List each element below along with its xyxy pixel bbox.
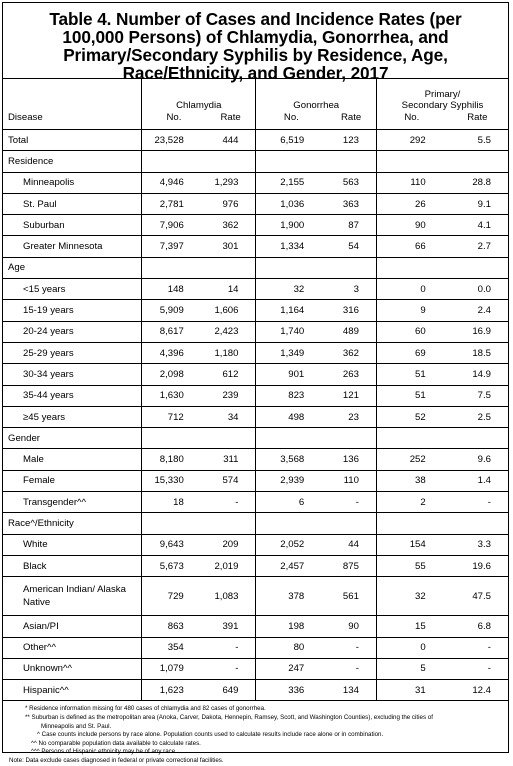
cell-value: 3	[326, 279, 376, 300]
cell-value: 5	[376, 658, 446, 679]
row-label: St. Paul	[3, 193, 142, 214]
cell-value: 1.4	[447, 470, 508, 491]
cell-value: 1,900	[256, 215, 326, 236]
cell-value: -	[206, 637, 256, 658]
cell-value: 1,606	[206, 300, 256, 321]
cell-value: 9,643	[142, 534, 206, 555]
cell-value: 9.6	[447, 449, 508, 470]
row-label: Male	[3, 449, 142, 470]
cell-value: 1,349	[256, 342, 326, 363]
cell-value: -	[447, 658, 508, 679]
cell-value: 444	[206, 130, 256, 151]
cell-value: 110	[376, 172, 446, 193]
cell-value: 69	[376, 342, 446, 363]
cell-value: 51	[376, 385, 446, 406]
cell-value: -	[447, 637, 508, 658]
table-row	[3, 364, 508, 385]
header-syphilis	[376, 79, 508, 112]
cell-value: 574	[206, 470, 256, 491]
row-label: 15-19 years	[3, 300, 142, 321]
cell-value: 80	[256, 637, 326, 658]
cell-value: 154	[376, 534, 446, 555]
cell-value: 16.9	[447, 321, 508, 342]
header-gonorrhea-rate: Rate	[326, 112, 376, 130]
cell-value: 90	[326, 616, 376, 637]
table-row	[3, 342, 508, 363]
section-header-race	[3, 513, 508, 534]
cell-value: 121	[326, 385, 376, 406]
cell-value: 563	[326, 172, 376, 193]
cell-value: 66	[376, 236, 446, 257]
table-row	[3, 637, 508, 658]
cell-value: 1,334	[256, 236, 326, 257]
header-disease: Disease	[3, 112, 142, 130]
table-row-total	[3, 130, 508, 151]
cell-value: 362	[326, 342, 376, 363]
cell-value: 14	[206, 279, 256, 300]
row-label: 35-44 years	[3, 385, 142, 406]
header-chlamydia-rate: Rate	[206, 112, 256, 130]
cell-value: 51	[376, 364, 446, 385]
table-row	[3, 321, 508, 342]
cell-value: 148	[142, 279, 206, 300]
cell-value: 292	[376, 130, 446, 151]
cell-value: -	[206, 492, 256, 513]
row-label: Female	[3, 470, 142, 491]
cell-value: 7,397	[142, 236, 206, 257]
cell-value: 316	[326, 300, 376, 321]
table-row	[3, 300, 508, 321]
row-label: 25-29 years	[3, 342, 142, 363]
cell-value: 2.5	[447, 406, 508, 427]
cell-value: 378	[256, 577, 326, 616]
cell-value: 649	[206, 680, 256, 701]
header-gonorrhea-no: No.	[256, 112, 326, 130]
footnote: ^ Case counts include persons by race alone. Population counts used to calculate results include race alone or in combination.	[37, 731, 384, 739]
cell-value: 198	[256, 616, 326, 637]
table-row	[3, 492, 508, 513]
cell-value: 90	[376, 215, 446, 236]
data-table	[3, 79, 508, 701]
cell-value: -	[447, 492, 508, 513]
footnote: ^^^ Persons of Hispanic ethnicity may be of any race.	[31, 748, 177, 756]
cell-value: -	[326, 637, 376, 658]
cell-value: 12.4	[447, 680, 508, 701]
table-row	[3, 172, 508, 193]
cell-value: 5,673	[142, 555, 206, 576]
cell-value: 301	[206, 236, 256, 257]
cell-value: 0	[376, 637, 446, 658]
cell-value: 362	[206, 215, 256, 236]
cell-value: 9	[376, 300, 446, 321]
table-row	[3, 616, 508, 637]
cell-value: 976	[206, 193, 256, 214]
cell-value: 1,180	[206, 342, 256, 363]
cell-value: 354	[142, 637, 206, 658]
cell-value: 110	[326, 470, 376, 491]
cell-value: 209	[206, 534, 256, 555]
table-row	[3, 406, 508, 427]
row-label: ≥45 years	[3, 406, 142, 427]
cell-value: 26	[376, 193, 446, 214]
cell-value: 19.6	[447, 555, 508, 576]
cell-value: 5,909	[142, 300, 206, 321]
cell-value: 2,155	[256, 172, 326, 193]
cell-value: -	[206, 658, 256, 679]
header-gonorrhea: Gonorrhea	[256, 79, 376, 112]
section-label: Gender	[3, 428, 142, 449]
section-label: Residence	[3, 151, 142, 172]
cell-value: 1,083	[206, 577, 256, 616]
section-header-residence	[3, 151, 508, 172]
cell-value: 18	[142, 492, 206, 513]
row-label: Transgender^^	[3, 492, 142, 513]
header-syphilis-rate: Rate	[447, 112, 508, 130]
section-label: Race^/Ethnicity	[3, 513, 142, 534]
table-row	[3, 577, 508, 616]
cell-value: 863	[142, 616, 206, 637]
cell-value: 47.5	[447, 577, 508, 616]
table-row	[3, 555, 508, 576]
header-row-columns	[3, 112, 508, 130]
cell-value: 34	[206, 406, 256, 427]
cell-value: 2.7	[447, 236, 508, 257]
header-row-groups	[3, 79, 508, 112]
cell-value: 2,019	[206, 555, 256, 576]
cell-value: 0.0	[447, 279, 508, 300]
cell-value: 1,036	[256, 193, 326, 214]
title-line-1: Table 4. Number of Cases and Incidence Rates (per	[49, 9, 462, 29]
header-syphilis-line-2: Secondary Syphilis	[401, 100, 484, 111]
row-label: Other^^	[3, 637, 142, 658]
footnote: ** Suburban is defined as the metropolitan area (Anoka, Carver, Dakota, Hennepin, Ramsey, Scott, and Washington Counties), excluding the cities of	[25, 714, 433, 722]
row-label: American Indian/ Alaska Native	[3, 577, 142, 616]
table-row	[3, 470, 508, 491]
cell-value: 823	[256, 385, 326, 406]
cell-value: 2,423	[206, 321, 256, 342]
cell-value: 60	[376, 321, 446, 342]
header-chlamydia-no: No.	[142, 112, 206, 130]
table-row	[3, 385, 508, 406]
cell-value: 252	[376, 449, 446, 470]
cell-value: 1,293	[206, 172, 256, 193]
cell-value: 729	[142, 577, 206, 616]
cell-value: 14.9	[447, 364, 508, 385]
cell-value: 31	[376, 680, 446, 701]
cell-value: 2,939	[256, 470, 326, 491]
cell-value: 7,906	[142, 215, 206, 236]
cell-value: 1,740	[256, 321, 326, 342]
footnote: * Residence information missing for 480 cases of chlamydia and 82 cases of gonorrhea.	[25, 705, 266, 713]
table-row	[3, 236, 508, 257]
cell-value: 1,630	[142, 385, 206, 406]
title-line-4: Race/Ethnicity, and Gender, 2017	[122, 63, 389, 83]
footnote: Minneapolis and St. Paul.	[41, 722, 112, 730]
cell-value: 38	[376, 470, 446, 491]
title-line-2: 100,000 Persons) of Chlamydia, Gonorrhea, and	[62, 27, 449, 47]
table-row	[3, 193, 508, 214]
cell-value: 55	[376, 555, 446, 576]
cell-value: 239	[206, 385, 256, 406]
cell-value: 263	[326, 364, 376, 385]
section-header-age	[3, 257, 508, 278]
cell-value: 9.1	[447, 193, 508, 214]
table-row	[3, 680, 508, 701]
cell-value: 901	[256, 364, 326, 385]
row-label: Total	[3, 130, 142, 151]
cell-value: 498	[256, 406, 326, 427]
row-label: 20-24 years	[3, 321, 142, 342]
title-line-3: Primary/Secondary Syphilis by Residence, Age,	[63, 45, 448, 65]
cell-value: 4,946	[142, 172, 206, 193]
cell-value: 1,623	[142, 680, 206, 701]
cell-value: 2,781	[142, 193, 206, 214]
cell-value: 2,457	[256, 555, 326, 576]
row-label: Black	[3, 555, 142, 576]
cell-value: 52	[376, 406, 446, 427]
section-label: Age	[3, 257, 142, 278]
cell-value: -	[326, 658, 376, 679]
cell-value: 4,396	[142, 342, 206, 363]
footnotes	[3, 701, 508, 765]
cell-value: 2	[376, 492, 446, 513]
row-label: Suburban	[3, 215, 142, 236]
cell-value: 134	[326, 680, 376, 701]
table-row	[3, 279, 508, 300]
cell-value: 23,528	[142, 130, 206, 151]
row-label: White	[3, 534, 142, 555]
footnote: Note: Data exclude cases diagnosed in federal or private correctional facilities.	[9, 756, 224, 764]
cell-value: 6,519	[256, 130, 326, 151]
row-label: Greater Minnesota	[3, 236, 142, 257]
table-title	[3, 3, 508, 83]
cell-value: 391	[206, 616, 256, 637]
cell-value: 1,079	[142, 658, 206, 679]
cell-value: 489	[326, 321, 376, 342]
cell-value: 4.1	[447, 215, 508, 236]
section-header-gender	[3, 428, 508, 449]
header-syphilis-no: No.	[376, 112, 446, 130]
cell-value: 15,330	[142, 470, 206, 491]
cell-value: 311	[206, 449, 256, 470]
cell-value: 336	[256, 680, 326, 701]
cell-value: 5.5	[447, 130, 508, 151]
table-row	[3, 534, 508, 555]
cell-value: 8,617	[142, 321, 206, 342]
row-label: Minneapolis	[3, 172, 142, 193]
cell-value: 3.3	[447, 534, 508, 555]
cell-value: 32	[256, 279, 326, 300]
cell-value: 123	[326, 130, 376, 151]
cell-value: 87	[326, 215, 376, 236]
cell-value: 44	[326, 534, 376, 555]
cell-value: 7.5	[447, 385, 508, 406]
report-table-page	[2, 2, 509, 764]
cell-value: 32	[376, 577, 446, 616]
footnote: ^^ No comparable population data available to calculate rates.	[31, 739, 201, 747]
cell-value: 561	[326, 577, 376, 616]
cell-value: 136	[326, 449, 376, 470]
cell-value: 2,098	[142, 364, 206, 385]
row-label: Asian/PI	[3, 616, 142, 637]
table-row	[3, 449, 508, 470]
cell-value: 3,568	[256, 449, 326, 470]
row-label: Unknown^^	[3, 658, 142, 679]
cell-value: 15	[376, 616, 446, 637]
cell-value: 2.4	[447, 300, 508, 321]
cell-value: 18.5	[447, 342, 508, 363]
cell-value: 363	[326, 193, 376, 214]
cell-value: 0	[376, 279, 446, 300]
cell-value: 28.8	[447, 172, 508, 193]
row-label: 30-34 years	[3, 364, 142, 385]
cell-value: 2,052	[256, 534, 326, 555]
cell-value: 8,180	[142, 449, 206, 470]
cell-value: 6	[256, 492, 326, 513]
row-label: Hispanic^^	[3, 680, 142, 701]
cell-value: -	[326, 492, 376, 513]
cell-value: 1,164	[256, 300, 326, 321]
cell-value: 712	[142, 406, 206, 427]
row-label: <15 years	[3, 279, 142, 300]
table-row	[3, 215, 508, 236]
cell-value: 6.8	[447, 616, 508, 637]
header-chlamydia: Chlamydia	[142, 79, 256, 112]
cell-value: 23	[326, 406, 376, 427]
cell-value: 875	[326, 555, 376, 576]
header-syphilis-line-1: Primary/	[424, 89, 461, 100]
table-row	[3, 658, 508, 679]
cell-value: 612	[206, 364, 256, 385]
cell-value: 54	[326, 236, 376, 257]
cell-value: 247	[256, 658, 326, 679]
